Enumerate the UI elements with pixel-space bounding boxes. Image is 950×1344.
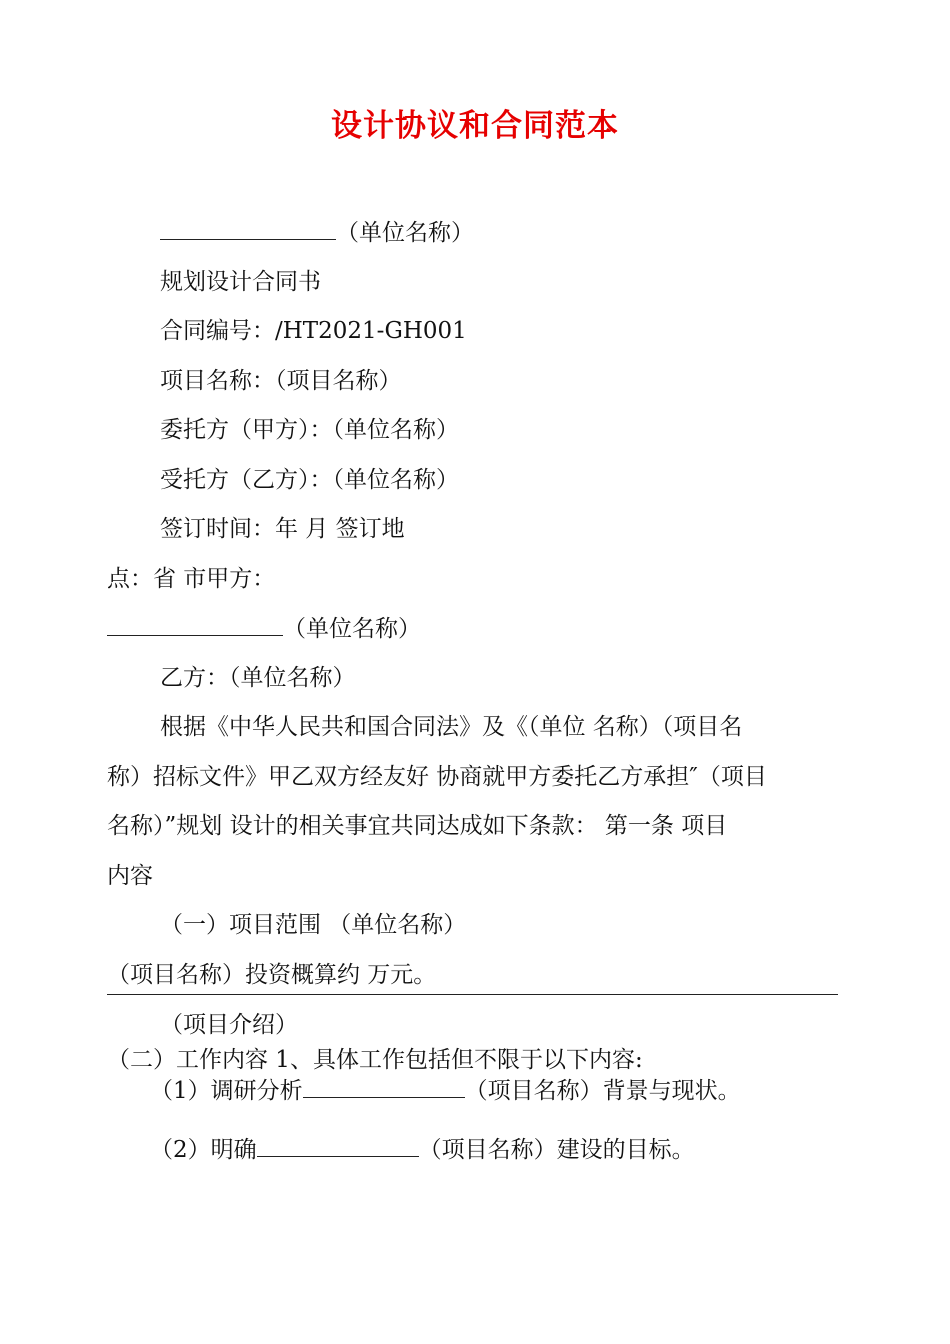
paragraph-line: 根据《中华人民共和国合同法》及《（单位 名称）（项目名	[160, 714, 743, 740]
line-text: （2）明确	[150, 1137, 257, 1163]
blank-underline	[107, 613, 283, 636]
signing-place: 点：省 市甲方：	[107, 566, 276, 592]
horizontal-divider	[107, 994, 838, 995]
contract-type: 规划设计合同书	[160, 269, 321, 295]
work-item-2	[150, 1134, 695, 1165]
paragraph-line: 称）招标文件》甲乙双方经友好 协商就甲方委托乙方承担″（项目	[107, 764, 767, 790]
work-item-1	[150, 1075, 741, 1106]
contractor-party: 受托方（乙方）：（单位名称）	[160, 467, 459, 493]
signing-time: 签订时间：年 月 签订地	[160, 516, 405, 542]
contract-number: 合同编号：/HT2021-GH001	[160, 318, 467, 344]
line-text: （1）调研分析	[150, 1078, 303, 1104]
section-work-content: （二）工作内容 1、具体工作包括但不限于以下内容:	[107, 1047, 643, 1073]
section-scope: （一）项目范围 （单位名称）	[160, 912, 467, 938]
blank-underline	[160, 217, 336, 240]
document-title: 设计协议和合同范本	[331, 108, 619, 144]
blank-underline	[303, 1075, 465, 1098]
project-name: 项目名称：（项目名称）	[160, 368, 402, 394]
paragraph-line: 名称）”规划 设计的相关事宜共同达成如下条款： 第一条 项目	[107, 813, 728, 839]
paragraph-line: 内容	[107, 863, 153, 889]
line-text: （项目名称）建设的目标。	[418, 1137, 695, 1163]
line-text: （单位名称）	[283, 616, 421, 642]
party-name-line	[160, 217, 474, 248]
project-intro: （项目介绍）	[160, 1012, 298, 1038]
party-a-name-line	[107, 613, 421, 644]
blank-underline	[257, 1134, 419, 1157]
investment-line: （项目名称）投资概算约 万元。	[107, 962, 437, 988]
line-text: （项目名称）背景与现状。	[464, 1078, 741, 1104]
client-party: 委托方（甲方）：（单位名称）	[160, 417, 459, 443]
line-text: （单位名称）	[336, 220, 474, 246]
party-b: 乙方：（单位名称）	[160, 665, 356, 691]
